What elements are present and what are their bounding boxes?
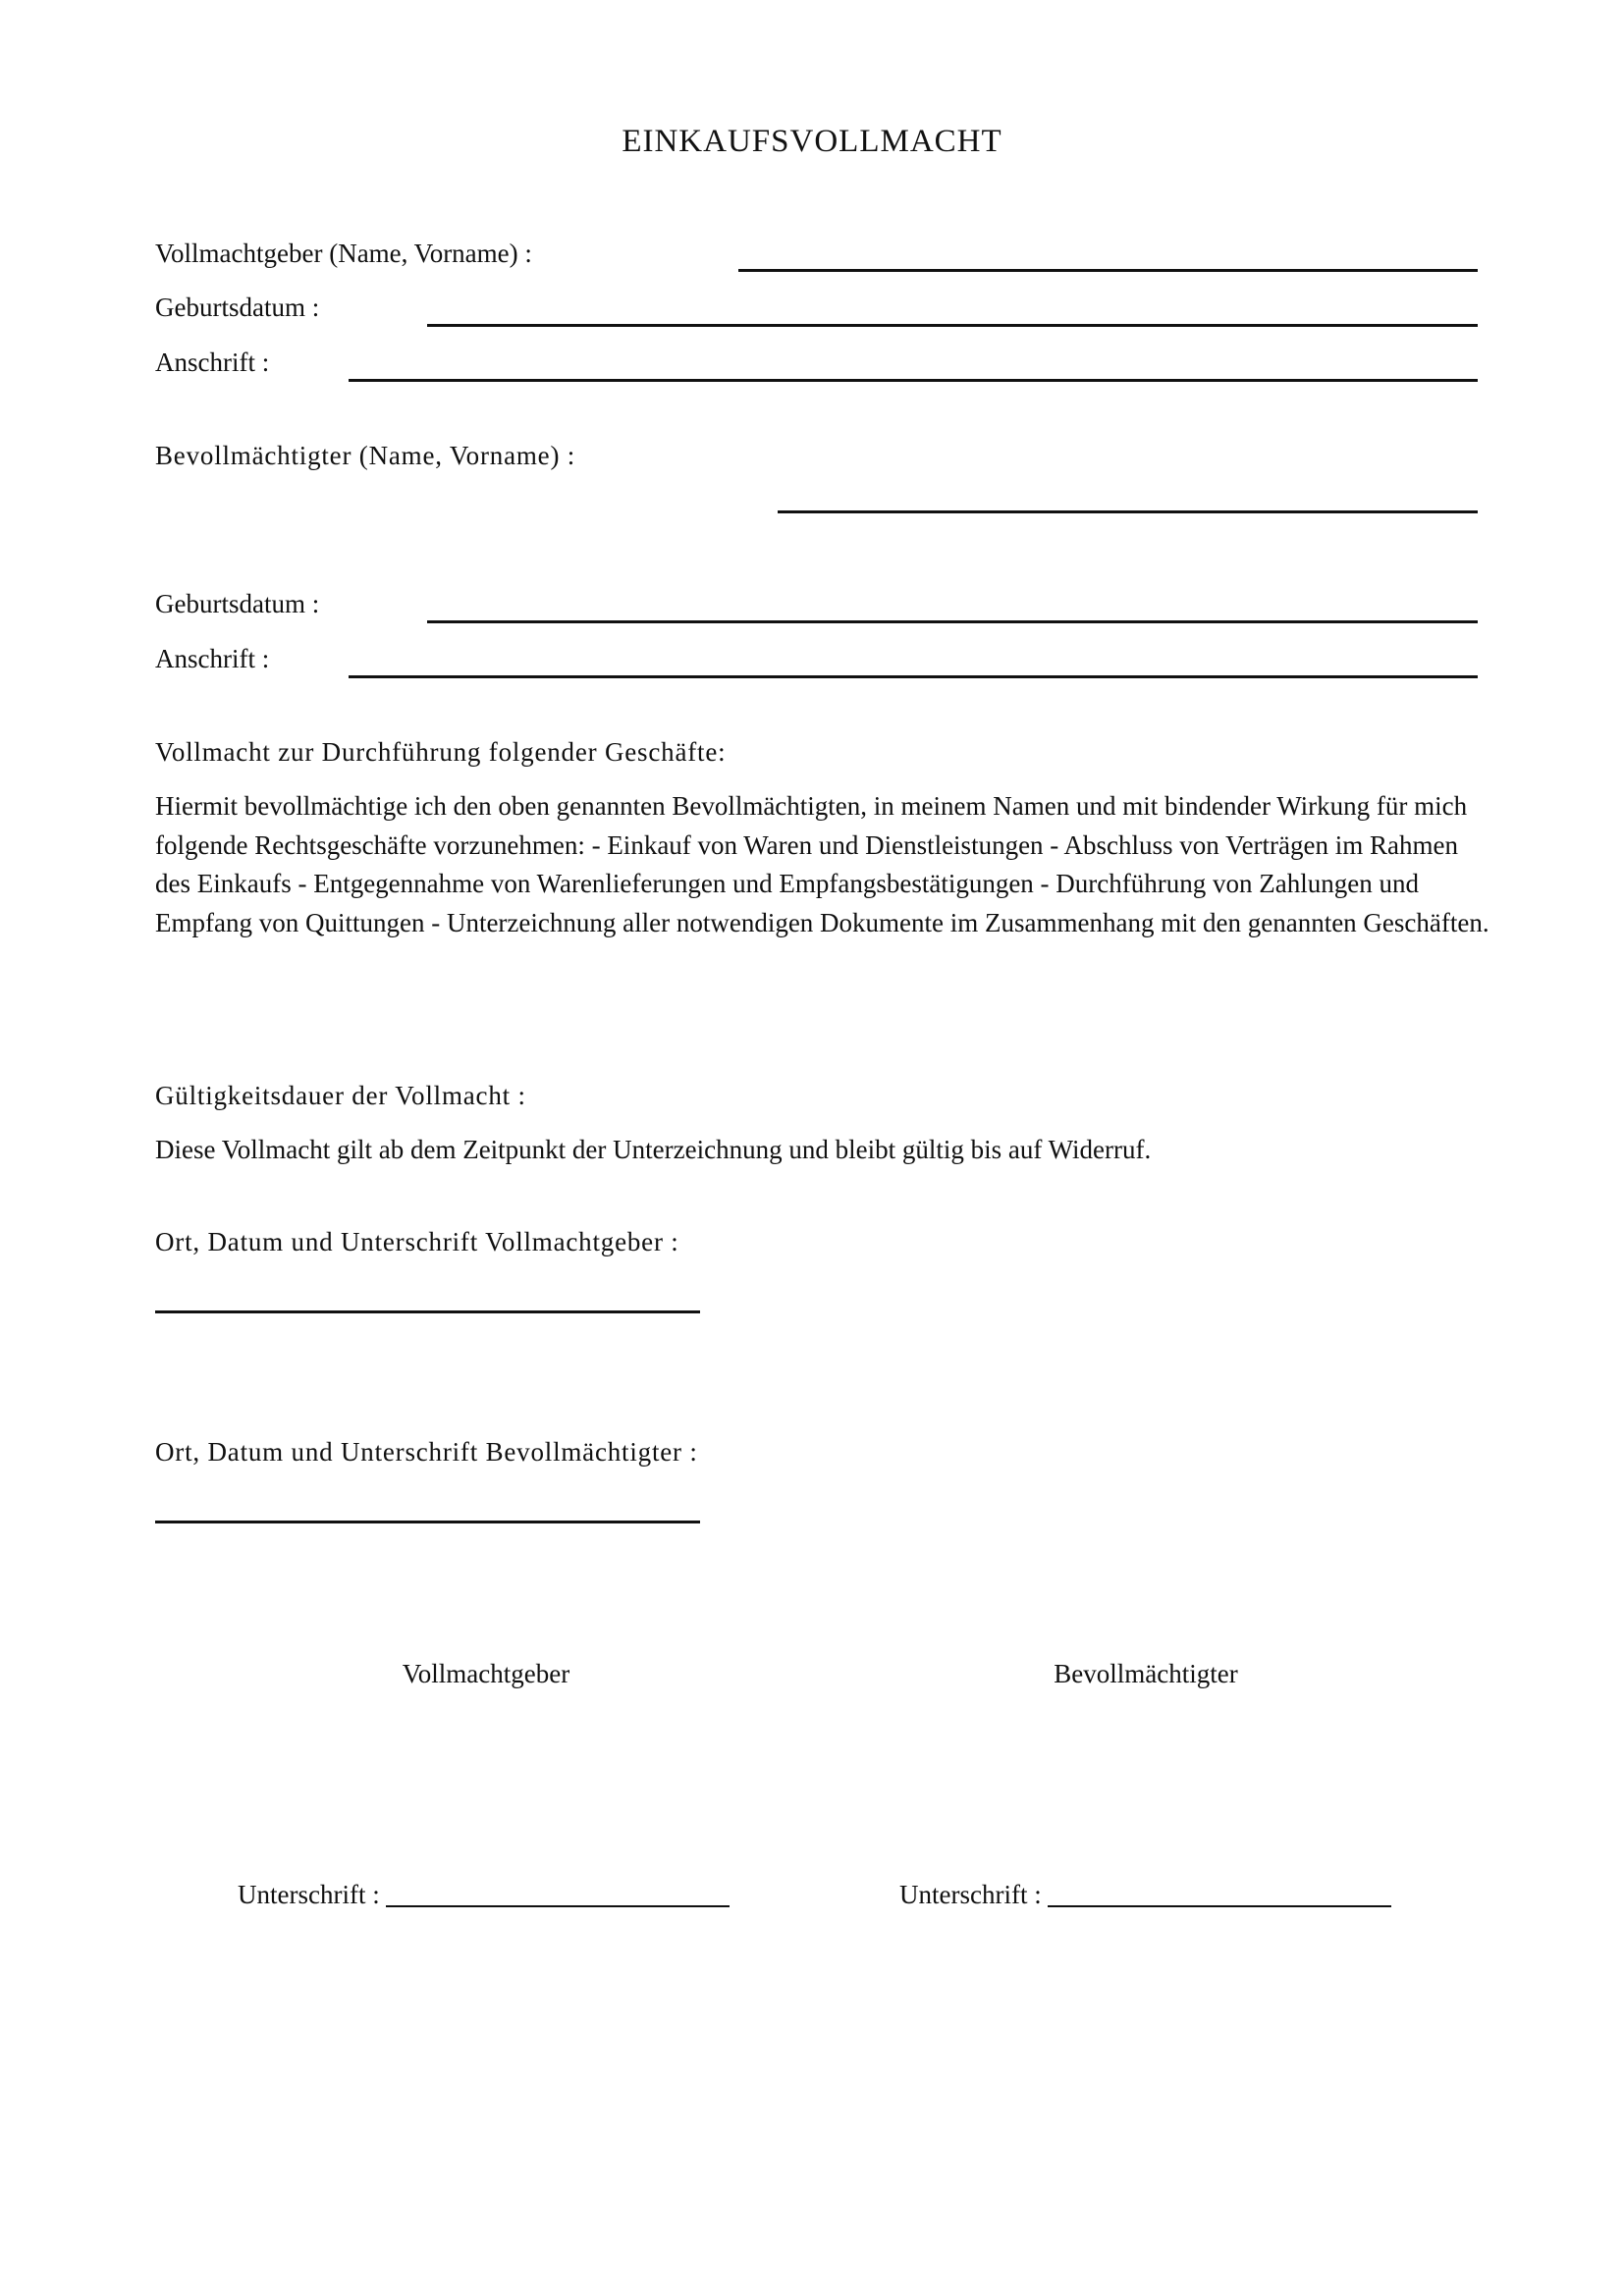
agent-address-label: Anschrift : (155, 644, 270, 673)
grantor-birthdate-label: Geburtsdatum : (155, 293, 320, 322)
grantor-signature-label: Ort, Datum und Unterschrift Vollmachtgeber : (155, 1227, 679, 1256)
grantor-address-field[interactable] (349, 379, 1478, 382)
scope-paragraph: Hiermit bevollmächtige ich den oben genannten Bevollmächtigten, in meinem Namen und mit bindender Wirkung für mich folgende Rechtsgeschäfte vorzunehmen: - Einkauf von Waren und Dienstleistungen - Abschluss von Verträgen im Rahmen des Einkaufs - Entgegennahme von Warenlieferungen und Empfangsbestätigungen - Durchführung von Zahlungen und Empfang von Quittungen - Unterzeichnung aller notwendigen Dokumente im Zusammenhang mit den genannten Geschäften. (155, 791, 1489, 937)
validity-paragraph: Diese Vollmacht gilt ab dem Zeitpunkt der Unterzeichnung und bleibt gültig bis auf Widerruf. (155, 1135, 1152, 1164)
grantor-signature-field[interactable] (155, 1310, 700, 1313)
agent-signature-line[interactable] (1048, 1905, 1391, 1907)
agent-signature-field[interactable] (155, 1521, 700, 1523)
agent-birthdate-label: Geburtsdatum : (155, 589, 320, 618)
grantor-address-label: Anschrift : (155, 347, 270, 377)
grantor-birthdate-field[interactable] (427, 324, 1478, 327)
agent-caption: Bevollmächtigter (1054, 1659, 1238, 1688)
document-title: EINKAUFSVOLLMACHT (622, 124, 1002, 159)
agent-signature-row-label: Unterschrift : (899, 1880, 1042, 1909)
agent-name-label: Bevollmächtigter (Name, Vorname) : (155, 441, 576, 470)
scope-heading: Vollmacht zur Durchführung folgender Geschäfte: (155, 737, 727, 767)
grantor-caption: Vollmachtgeber (402, 1659, 570, 1688)
agent-address-field[interactable] (349, 675, 1478, 678)
validity-heading: Gültigkeitsdauer der Vollmacht : (155, 1081, 526, 1110)
grantor-name-label: Vollmachtgeber (Name, Vorname) : (155, 239, 532, 268)
agent-signature-row (899, 1880, 1391, 1910)
agent-name-field[interactable] (778, 510, 1478, 513)
grantor-signature-row-label: Unterschrift : (238, 1880, 380, 1909)
grantor-name-field[interactable] (738, 269, 1478, 272)
agent-signature-label: Ort, Datum und Unterschrift Bevollmächtigter : (155, 1437, 698, 1467)
agent-birthdate-field[interactable] (427, 620, 1478, 623)
grantor-signature-row (238, 1880, 730, 1910)
grantor-signature-line[interactable] (386, 1905, 730, 1907)
